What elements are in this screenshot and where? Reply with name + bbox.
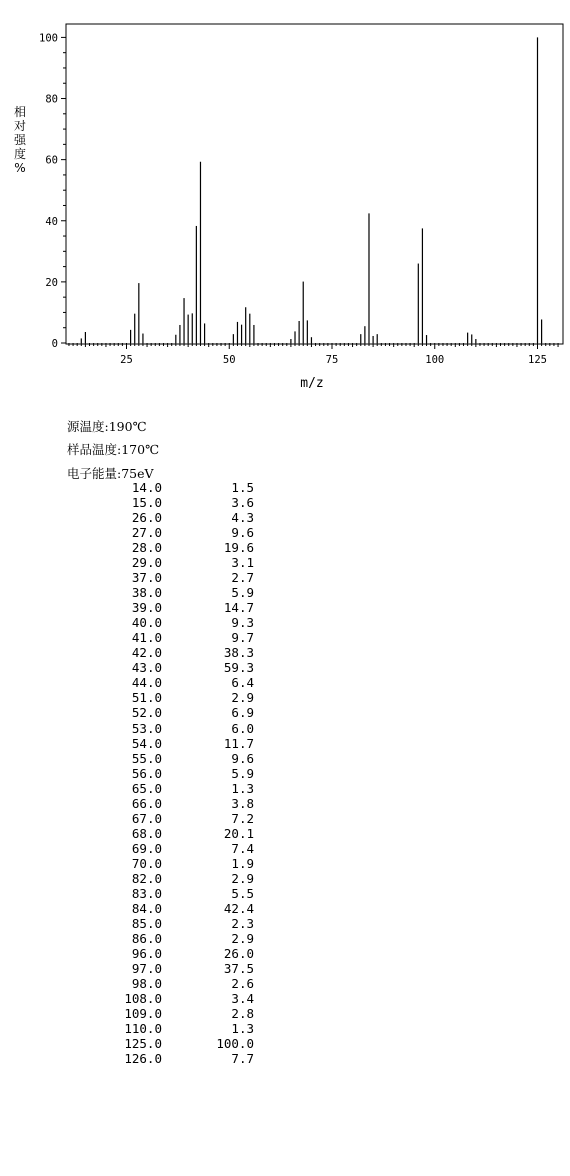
table-row [100,480,254,495]
y-tick-label: 60 [45,154,58,167]
abundance-value: 5.5 [231,885,254,901]
mz-value: 68.0 [131,825,162,841]
table-row [100,525,254,540]
abundance-value: 2.7 [231,570,254,586]
abundance-value: 1.3 [231,1021,254,1037]
table-row [100,1006,254,1021]
mz-value: 38.0 [131,585,162,601]
mz-value: 26.0 [131,510,162,526]
mz-value: 70.0 [131,855,162,871]
mz-value: 55.0 [131,750,162,766]
x-tick-label: 25 [120,354,133,366]
abundance-value: 6.4 [231,675,254,691]
abundance-value: 3.6 [231,495,254,511]
mz-value: 28.0 [131,540,162,556]
table-row [100,901,254,916]
mz-value: 29.0 [131,555,162,571]
table-row [100,495,254,510]
table-row [100,675,254,690]
abundance-value: 1.3 [231,780,254,796]
mz-value: 51.0 [131,690,162,706]
peaks-group [81,37,541,343]
table-row [100,1051,254,1066]
table-row [100,690,254,705]
y-tick-label: 40 [45,215,58,228]
electron-energy: 电子能量:75eV [67,466,154,481]
abundance-value: 3.1 [231,555,254,571]
mz-value: 44.0 [131,675,162,691]
abundance-value: 3.8 [231,795,254,811]
mz-value: 39.0 [131,600,162,616]
table-row [100,600,254,615]
mz-value: 37.0 [131,570,162,586]
sample-temperature: 样品温度:170℃ [67,442,160,457]
y-label-char: % [14,161,26,175]
x-tick-label: 125 [528,354,547,366]
mz-value: 40.0 [131,615,162,631]
abundance-value: 7.7 [231,1051,254,1067]
mz-value: 53.0 [131,720,162,736]
abundance-value: 7.4 [231,840,254,856]
table-row [100,841,254,856]
abundance-value: 9.7 [231,630,254,646]
abundance-value: 9.3 [231,615,254,631]
table-row [100,510,254,525]
abundance-value: 3.4 [231,991,254,1007]
abundance-value: 14.7 [223,600,254,616]
mz-value: 69.0 [131,840,162,856]
mz-value: 42.0 [131,645,162,661]
table-row [100,781,254,796]
abundance-value: 2.9 [231,870,254,886]
mz-value: 14.0 [131,480,162,495]
table-row [100,751,254,766]
mz-value: 109.0 [124,1006,162,1022]
table-row [100,811,254,826]
table-row [100,961,254,976]
mz-value: 27.0 [131,525,162,541]
abundance-value: 5.9 [231,585,254,601]
mz-value: 83.0 [131,885,162,901]
mz-value: 98.0 [131,976,162,992]
abundance-value: 2.9 [231,930,254,946]
mz-value: 54.0 [131,735,162,751]
table-row [100,555,254,570]
table-row [100,991,254,1006]
table-row [100,540,254,555]
table-row [100,615,254,630]
table-row [100,946,254,961]
mz-value: 15.0 [131,495,162,511]
abundance-value: 2.3 [231,915,254,931]
abundance-value: 2.6 [231,976,254,992]
source-temperature: 源温度:190℃ [67,419,147,434]
mz-value: 125.0 [124,1036,162,1052]
mz-value: 56.0 [131,765,162,781]
table-row [100,570,254,585]
table-row [100,976,254,991]
mz-value: 97.0 [131,961,162,976]
mass-spectrum-chart [0,0,570,400]
mz-value: 43.0 [131,660,162,676]
peak-table [100,480,254,1066]
table-row [100,645,254,660]
table-row [100,736,254,751]
mz-value: 84.0 [131,900,162,916]
abundance-value: 19.6 [223,540,254,556]
mz-value: 52.0 [131,705,162,721]
abundance-value: 2.9 [231,690,254,706]
x-axis [69,343,558,366]
abundance-value: 9.6 [231,750,254,766]
table-row [100,1021,254,1036]
table-row [100,856,254,871]
plot-frame [66,24,563,344]
abundance-value: 100.0 [216,1036,254,1052]
table-row [100,585,254,600]
abundance-value: 4.3 [231,510,254,526]
table-row [100,660,254,675]
mz-value: 108.0 [124,991,162,1007]
abundance-value: 1.9 [231,855,254,871]
y-tick-label: 100 [39,32,58,45]
abundance-value: 11.7 [223,735,254,751]
mz-value: 82.0 [131,870,162,886]
x-tick-label: 100 [425,354,445,366]
abundance-value: 2.8 [231,1006,254,1022]
y-tick-label: 80 [45,93,58,106]
table-row [100,630,254,645]
abundance-value: 59.3 [223,660,254,676]
y-tick-label: 0 [51,338,58,350]
y-tick-label: 20 [45,276,58,289]
table-row [100,796,254,811]
y-axis [39,32,66,350]
mz-value: 96.0 [131,945,162,961]
table-row [100,705,254,720]
x-tick-label: 50 [222,354,236,366]
y-axis-label [14,104,27,175]
mz-value: 65.0 [131,780,162,796]
abundance-value: 6.9 [231,705,254,721]
table-row [100,721,254,736]
x-tick-label: 75 [325,354,339,366]
table-row [100,886,254,901]
abundance-value: 5.9 [231,765,254,781]
mz-value: 67.0 [131,810,162,826]
mz-value: 85.0 [131,915,162,931]
y-label-char: 相 [13,105,27,119]
mz-value: 41.0 [131,630,162,646]
abundance-value: 42.4 [223,900,254,916]
abundance-value: 26.0 [223,945,254,961]
abundance-value: 1.5 [231,480,254,495]
table-row [100,826,254,841]
table-row [100,931,254,946]
mz-value: 110.0 [124,1021,162,1037]
mz-value: 86.0 [131,930,162,946]
abundance-value: 37.5 [223,961,254,976]
y-label-char: 度 [13,147,27,161]
table-row [100,916,254,931]
y-label-char: 对 [13,119,27,133]
table-row [100,1036,254,1051]
abundance-value: 9.6 [231,525,254,541]
abundance-value: 20.1 [223,825,254,841]
abundance-value: 38.3 [223,645,254,661]
mz-value: 126.0 [124,1051,162,1067]
y-label-char: 强 [13,133,27,147]
abundance-value: 7.2 [231,810,254,826]
x-axis-label: m/z [300,376,324,391]
mz-value: 66.0 [131,795,162,811]
abundance-value: 6.0 [231,720,254,736]
table-row [100,766,254,781]
table-row [100,871,254,886]
